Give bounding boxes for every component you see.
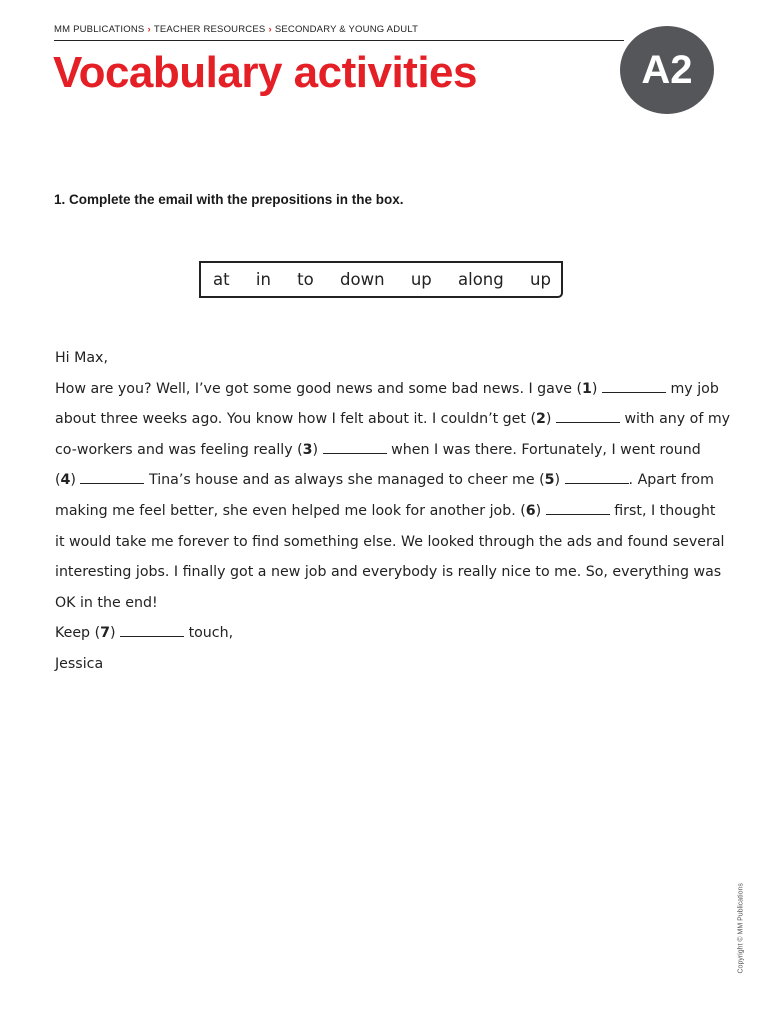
word-box (199, 261, 563, 298)
word-box-item: along (458, 270, 504, 289)
gap-number: 7 (100, 625, 110, 642)
breadcrumb-item-publisher: MM PUBLICATIONS (54, 24, 145, 35)
email-text (55, 343, 731, 680)
exercise-instruction: 1. Complete the email with the prepositions in the box. (54, 192, 404, 207)
page-title: Vocabulary activities (53, 48, 477, 97)
word-box-item: up (410, 270, 432, 289)
gap-blank[interactable] (120, 622, 184, 637)
gap-number: 2 (536, 411, 546, 428)
email-line: (4) Tina’s house and as always she managed to cheer me (5) . Apart from (55, 465, 715, 496)
gap-number: 4 (60, 472, 71, 489)
breadcrumb (54, 24, 624, 41)
word-box-item: in (255, 270, 271, 289)
email-line: making me feel better, she even helped me look for another job. (6) first, I thought (55, 496, 715, 527)
email-line: OK in the end! (55, 594, 158, 611)
chevron-right-icon: › (147, 24, 151, 35)
gap-blank[interactable] (565, 469, 629, 484)
email-closing: Keep (7) touch, (55, 618, 715, 649)
email-line: it would take me forever to find something else. We looked through the ads and found several (55, 533, 725, 550)
email-greeting: Hi Max, (55, 350, 108, 366)
email-line: about three weeks ago. You know how I felt about it. I couldn’t get (2) with any of my (55, 404, 715, 435)
breadcrumb-item-resources: TEACHER RESOURCES (153, 24, 266, 35)
word-box-item: down (340, 270, 385, 289)
chevron-right-icon: › (268, 24, 272, 35)
gap-blank[interactable] (80, 469, 144, 484)
email-signature: Jessica (55, 655, 104, 672)
email-line: How are you? Well, I’ve got some good news and some bad news. I gave (1) my job (55, 374, 715, 405)
email-line: co-workers and was feeling really (3) when I was there. Fortunately, I went round (55, 435, 715, 466)
word-box-item: to (297, 270, 314, 289)
gap-number: 3 (302, 441, 313, 458)
gap-blank[interactable] (546, 500, 610, 515)
word-box-item: at (213, 270, 230, 289)
email-line: interesting jobs. I finally got a new job and everybody is really nice to me. So, everything was (55, 564, 722, 581)
gap-number: 1 (582, 380, 592, 397)
gap-number: 6 (525, 502, 536, 519)
gap-blank[interactable] (602, 378, 666, 393)
gap-blank[interactable] (323, 439, 387, 454)
gap-number: 5 (544, 472, 555, 489)
level-badge: A2 (620, 26, 714, 114)
breadcrumb-item-level: SECONDARY & YOUNG ADULT (274, 24, 419, 35)
copyright-notice: Copyright © MM Publications (737, 883, 745, 974)
word-box-item: up (530, 270, 551, 289)
gap-blank[interactable] (556, 408, 620, 423)
